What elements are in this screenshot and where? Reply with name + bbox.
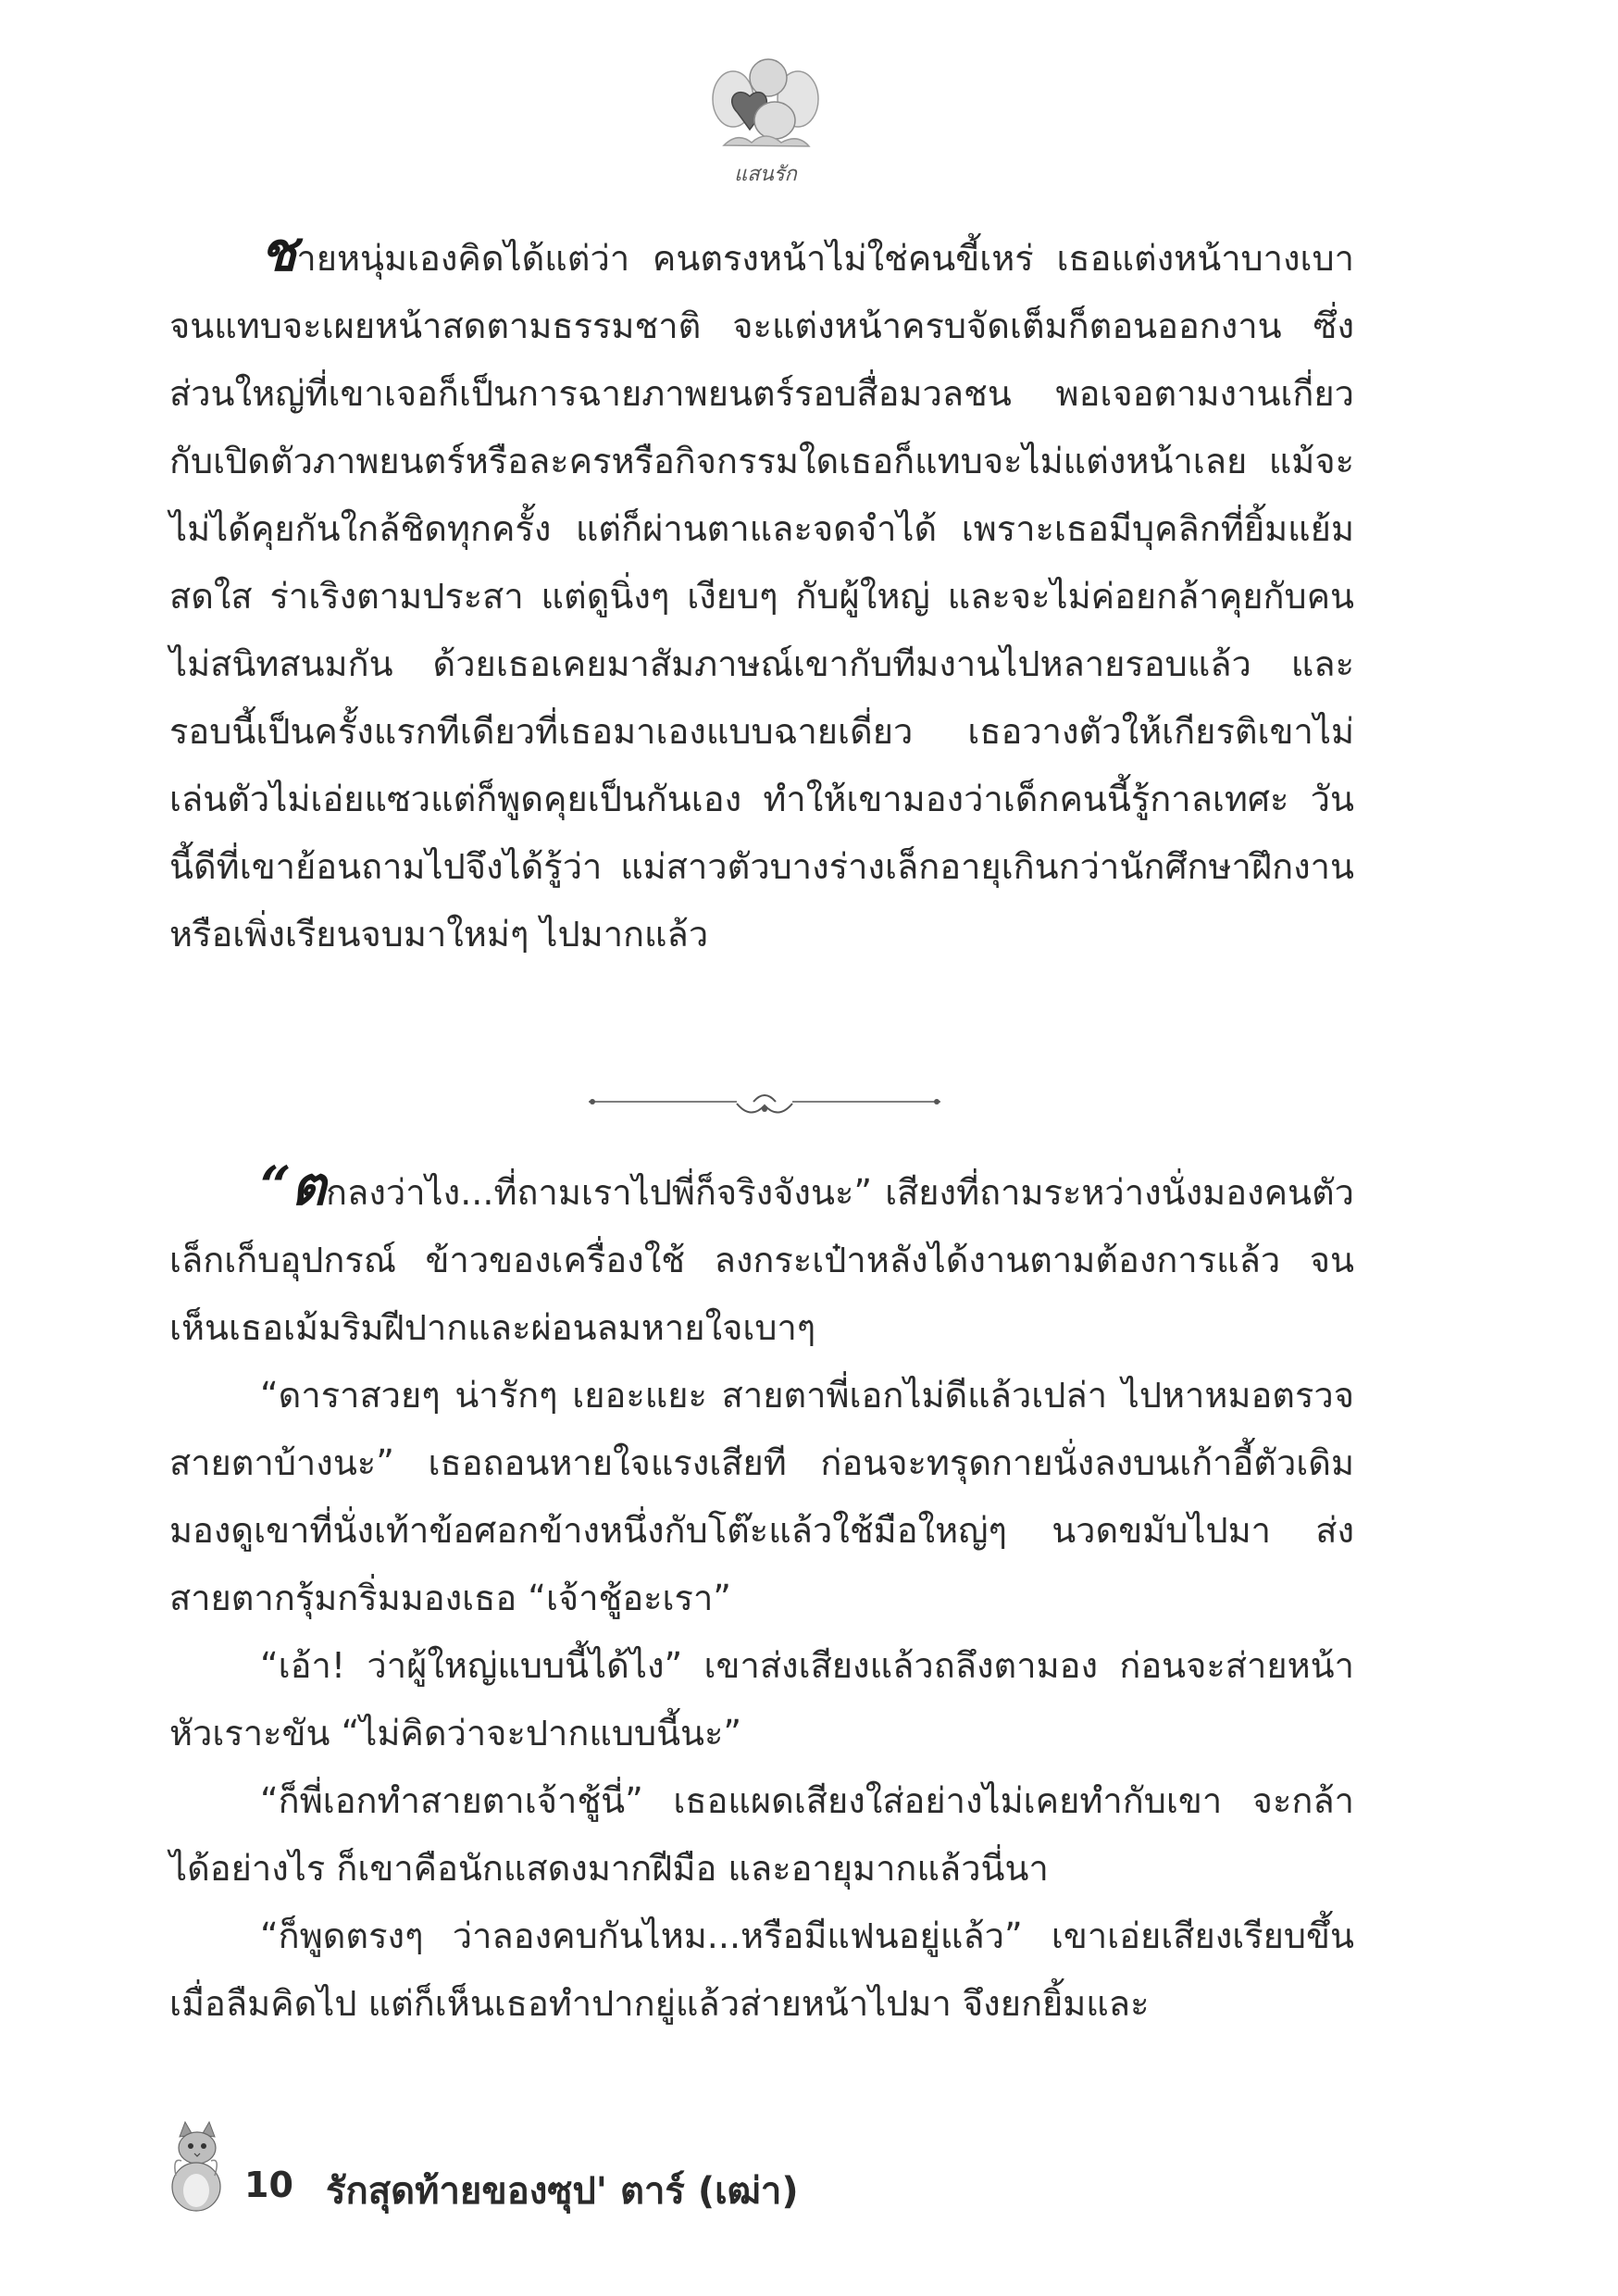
publisher-logo: [696, 48, 835, 187]
logo-label: แสนรัก: [734, 163, 797, 186]
paragraph-text: กลงว่าไง...ที่ถามเราไปพี่ก็จริงจังนะ” เสียงที่ถามระหว่างนั่งมองคนตัวเล็กเก็บอุปกรณ์ ข้าวของเครื่องใช้ ลงกระเป๋าหลังได้งานตามต้องการแล้ว จนเห็นเธอเม้มริมฝีปากและผ่อนลมหายใจเบาๆ: [169, 1172, 1354, 1348]
paragraph: “ก็พูดตรงๆ ว่าลองคบกันไหม...หรือมีแฟนอยู่แล้ว” เขาเอ่ยเสียงเรียบขึ้นเมื่อลืมคิดไป แต่ก็เห็นเธอทำปากยู่แล้วส่ายหน้าไปมา จึงยกยิ้มและ: [169, 1915, 1354, 2024]
drop-cap: “ต: [260, 1154, 327, 1217]
paragraph: “ก็พี่เอกทำสายตาเจ้าชู้นี่” เธอแผดเสียงใส่อย่างไม่เคยทำกับเขา จะกล้าได้อย่างไร ก็เขาคือนักแสดงมากฝีมือ และอายุมากแล้วนี่นา: [169, 1780, 1354, 1889]
paragraph: [169, 1153, 1354, 1362]
ornament-divider-icon: [589, 1083, 940, 1129]
kitten-icon: [159, 2120, 233, 2213]
book-title: รักสุดท้ายของซุป' ตาร์ (เฒ่า): [326, 2170, 799, 2213]
section-2: [169, 1153, 1354, 2038]
page-footer: [159, 2120, 992, 2213]
cupid-heart-icon: [696, 48, 835, 168]
drop-cap: ช: [260, 220, 297, 283]
page-number: 10: [244, 2165, 293, 2205]
paragraph: [169, 218, 1354, 968]
paragraph-text: ายหนุ่มเองคิดได้แต่ว่า คนตรงหน้าไม่ใช่คนขี้เหร่ เธอแต่งหน้าบางเบาจนแทบจะเผยหน้าสดตามธรรมชาติ จะแต่งหน้าครบจัดเต็มก็ตอนออกงาน ซึ่งส่วนใหญ่ที่เขาเจอก็เป็นการฉายภาพยนตร์รอบสื่อมวลชน พอเจอตามงานเกี่ยวกับเปิดตัวภาพยนตร์หรือละครหรือกิจกรรมใดเธอก็แทบจะไม่แต่งหน้าเลย แม้จะไม่ได้คุยกันใกล้ชิดทุกครั้ง แต่ก็ผ่านตาและจดจำได้ เพราะเธอมีบุคลิกที่ยิ้มแย้มสดใส ร่าเริงตามประสา แต่ดูนิ่งๆ เงียบๆ กับผู้ใหญ่ และจะไม่ค่อยกล้าคุยกับคนไม่สนิทสนมกัน ด้วยเธอเคยมาสัมภาษณ์เขากับทีมงานไปหลายรอบแล้ว และรอบนี้เป็นครั้งแรกทีเดียวที่เธอมาเองแบบฉายเดี่ยว เธอวางตัวให้เกียรติเขาไม่เล่นตัวไม่เอ่ยแซวแต่ก็พูดคุยเป็นกันเอง ทำให้เขามองว่าเด็กคนนี้รู้กาลเทศะ วันนี้ดีที่เขาย้อนถามไปจึงได้รู้ว่า แม่สาวตัวบางร่างเล็กอายุเกินกว่านักศึกษาฝึกงานหรือเพิ่งเรียนจบมาใหม่ๆ ไปมากแล้ว: [169, 238, 1354, 955]
paragraph: “เอ้า! ว่าผู้ใหญ่แบบนี้ได้ไง” เขาส่งเสียงแล้วถลึงตามอง ก่อนจะส่ายหน้าหัวเราะขัน “ไม่คิดว่าจะปากแบบนี้นะ”: [169, 1645, 1354, 1753]
paragraph: “ดาราสวยๆ น่ารักๆ เยอะแยะ สายตาพี่เอกไม่ดีแล้วเปล่า ไปหาหมอตรวจสายตาบ้างนะ” เธอถอนหายใจแรงเสียที ก่อนจะทรุดกายนั่งลงบนเก้าอี้ตัวเดิม มองดูเขาที่นั่งเท้าข้อศอกข้างหนึ่งกับโต๊ะแล้วใช้มือใหญ่ๆ นวดขมับไปมา ส่งสายตากรุ้มกริ่มมองเธอ “เจ้าชู้อะเรา”: [169, 1375, 1354, 1618]
section-1: [169, 218, 1354, 968]
